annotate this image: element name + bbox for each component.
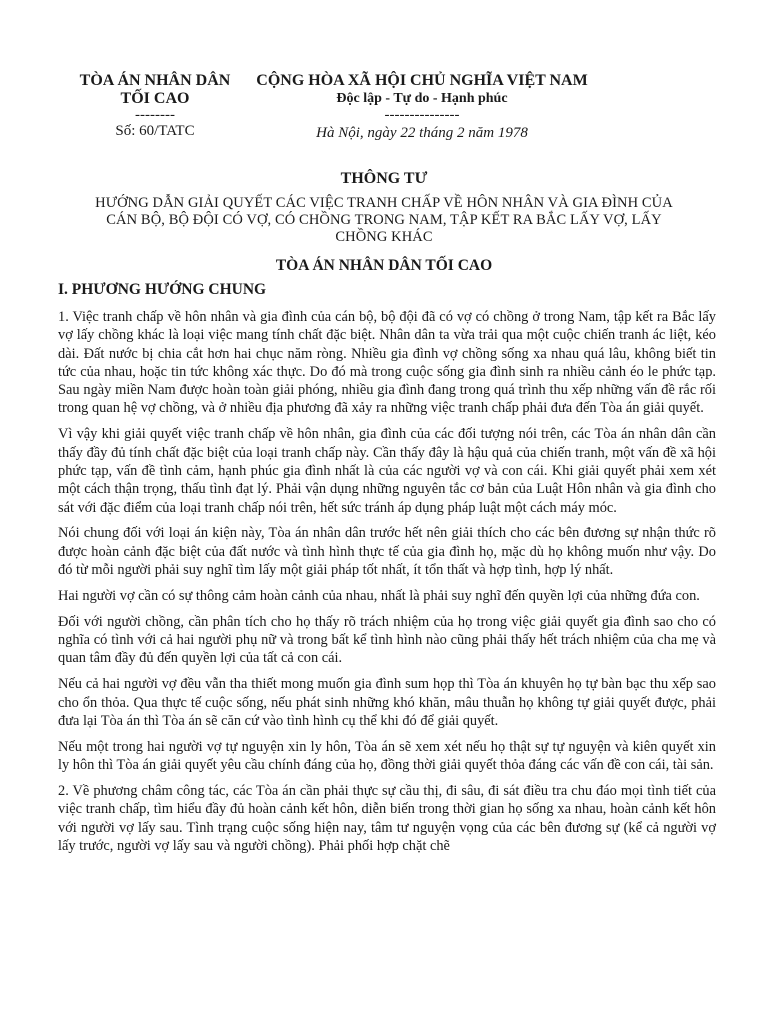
national-motto: Độc lập - Tự do - Hạnh phúc (336, 91, 508, 106)
place-and-date: Hà Nội, ngày 22 tháng 2 năm 1978 (316, 125, 528, 141)
issuing-agency-block (70, 72, 240, 140)
body-paragraph: Vì vậy khi giải quyết việc tranh chấp về hôn nhân, gia đình của các đối tượng nói trên, các Tòa án nhân dân cần thấy đầy đủ tính chất đặc biệt của loại tranh chấp này. Cần thấy đây là hậu quả của chiến tranh, một vấn đề xã hội phức tạp, vấn đề tình cảm, hạnh phúc gia đình nhất là của các người vợ và con cái. Khi giải quyết phải xem xét một cách thận trọng, thấu tình đạt lý. Phải vận dụng những nguyên tắc cơ bản của Luật Hôn nhân và gia đình cho sát với đặc điểm của loại tranh chấp nói trên, hết sức tránh áp dụng pháp luật một cách máy móc. (58, 426, 716, 516)
nation-title: CỘNG HÒA XÃ HỘI CHỦ NGHĨA VIỆT NAM (256, 72, 588, 89)
body-paragraph: Hai người vợ cần có sự thông cảm hoàn cảnh của nhau, nhất là phải suy nghĩ đến quyền lợi của những đứa con. (58, 587, 700, 604)
body-paragraph: Nếu một trong hai người vợ tự nguyện xin ly hôn, Tòa án sẽ xem xét nếu họ thật sự tự nguyện và kiên quyết xin ly hôn thì Tòa án giải quyết yêu cầu chính đáng của họ, đồng thời giải quyết thỏa đáng các vấn đề con cái, tài sản. (58, 738, 716, 774)
body-paragraph: Nói chung đối với loại án kiện này, Tòa án nhân dân trước hết nên giải thích cho các bên đương sự nhận thức rõ được hoàn cảnh đặc biệt của đất nước và tình hình thực tế của gia đình họ, mặc dù họ không muốn như vậy. Do đó từ mỗi người phải suy nghĩ tìm lấy một giải pháp tốt nhất, ít tổn thất và hợp tình, hợp lý nhất. (58, 525, 716, 579)
national-heading-block (252, 72, 592, 142)
document-number: Số: 60/TATC (115, 123, 195, 139)
document-type: THÔNG TƯ (340, 170, 428, 187)
body-paragraph: 1. Việc tranh chấp về hôn nhân và gia đình của cán bộ, bộ đội đã có vợ có chồng ở trong Nam, tập kết ra Bắc lấy vợ lấy chồng khác là loại việc mang tính chất đặc biệt. Nhân dân ta vừa trải qua một cuộc chiến tranh ác liệt, kéo dài. Đất nước bị chia cắt hơn hai chục năm ròng. Nhiều gia đình vợ chồng sống xa nhau quá lâu, không biết tin tức của nhau, hoặc tin tức không xác thực. Do đó mà trong cuộc sống gia đình sinh ra nhiều cảnh éo le phức tạp. Sau ngày miền Nam được hoàn toàn giải phóng, nhiều gia đình đang trong quá trình thu xếp những vấn đề rắc rối trong quan hệ vợ chồng, và ở nhiều địa phương đã xảy ra những việc tranh chấp phải đưa đến Tòa án giải quyết. (58, 309, 716, 417)
document-body (58, 308, 716, 863)
section-heading: I. PHƯƠNG HƯỚNG CHUNG (58, 281, 267, 298)
issuing-authority: TÒA ÁN NHÂN DÂN TỐI CAO (275, 257, 493, 274)
agency-name-line2: TỐI CAO (120, 90, 190, 107)
body-paragraph: Đối với người chồng, cần phân tích cho họ thấy rõ trách nhiệm của họ trong việc giải quyết gia đình sao cho có nghĩa có tình với cả hai người phụ nữ và trong bất kể tình hình nào cũng phải thấy hết trách nhiệm của cha mẹ và quan tâm đầy đủ đến quyền lợi của tất cả con cái. (58, 613, 716, 667)
motto-divider: --------------- (384, 107, 460, 123)
body-paragraph: 2. Về phương châm công tác, các Tòa án cần phải thực sự cầu thị, đi sâu, đi sát điều tra chu đáo mọi tình tiết của việc tranh chấp, tìm hiểu đầy đủ hoàn cảnh kết hôn, diễn biến trong thời gian họ sống xa nhau, hoàn cảnh kết hôn với người vợ lấy sau. Tình trạng cuộc sống hiện nay, tâm tư nguyện vọng của các bên đương sự (kể cả người vợ lấy trước, người vợ lấy sau và người chồng). Phải phối hợp chặt chẽ (58, 782, 716, 854)
agency-divider: -------- (135, 107, 175, 123)
body-paragraph: Nếu cả hai người vợ đều vẫn tha thiết mong muốn gia đình sum họp thì Tòa án khuyên họ tự bàn bạc thu xếp sao cho ổn thỏa. Qua thực tế cuộc sống, nếu phát sinh những khó khăn, mâu thuẫn họ không tự giải quyết được, phải đưa lại Tòa án thì Tòa án sẽ căn cứ vào tình hình cụ thể khi đó để giải quyết. (58, 676, 716, 729)
agency-name-line1: TÒA ÁN NHÂN DÂN (79, 72, 231, 89)
document-subject: HƯỚNG DẪN GIẢI QUYẾT CÁC VIỆC TRANH CHẤP VỀ HÔN NHÂN VÀ GIA ĐÌNH CỦA CÁN BỘ, BỘ ĐỘI CÓ VỢ, CÓ CHỒNG TRONG NAM, TẬP KẾT RA BẮC LẤY VỢ, LẤY CHỒNG KHÁC (95, 195, 673, 245)
